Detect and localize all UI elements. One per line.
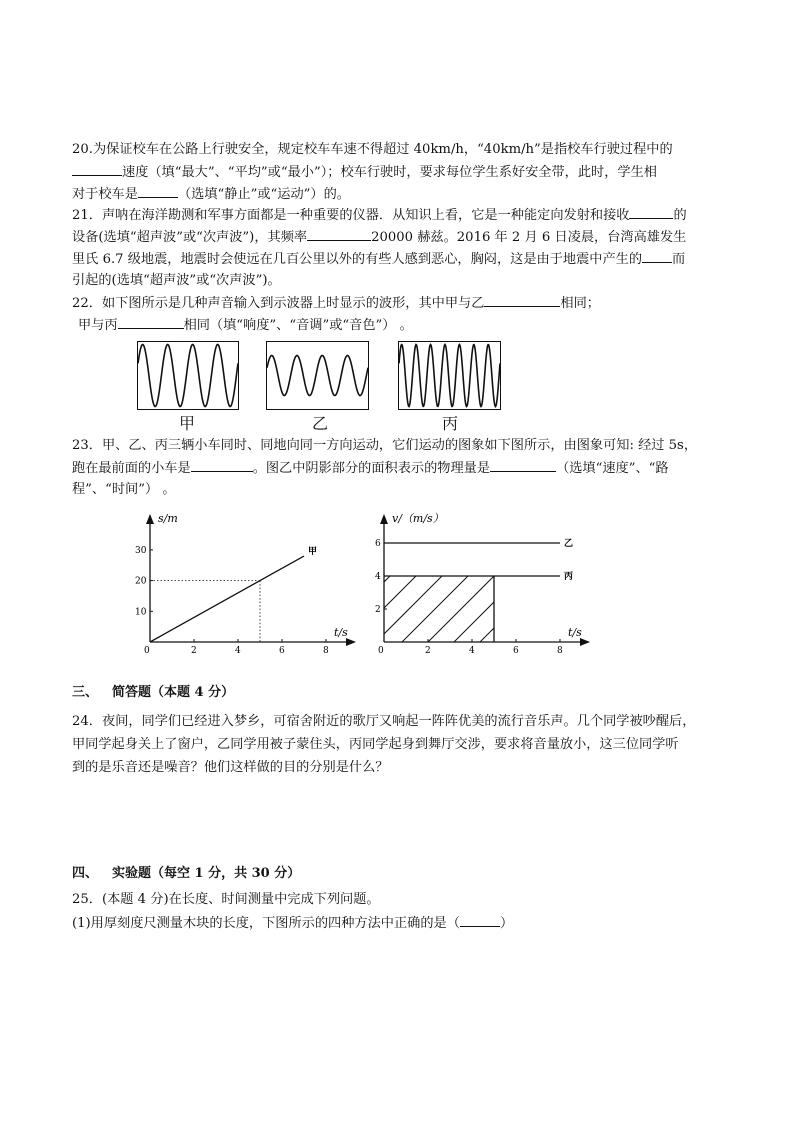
q24-line2: 甲同学起身关上了窗户，乙同学用被子蒙住头，丙同学起身到舞厅交涉，要求将音量放小，这三位同学听 — [72, 737, 679, 752]
x-axis-arrow — [346, 638, 356, 646]
x-tick-label: 4 — [469, 646, 475, 656]
q22-line2: 甲与丙 相同（填“响度”、“音调”或“音色”） 。 — [78, 314, 413, 337]
answer-blank[interactable] — [460, 912, 500, 927]
x-tick-label: 2 — [425, 646, 431, 656]
x-tick-label: 0 — [144, 646, 150, 656]
q22-line1: 22．如下图所示是几种声音输入到示波器上时显示的波形，其中甲与乙 相同； — [72, 292, 600, 315]
waveform-curve — [399, 345, 500, 407]
y-tick-label: 4 — [375, 572, 381, 582]
y-tick-label: 2 — [375, 605, 381, 615]
x-axis-label: t/s — [568, 626, 582, 639]
hatch-line — [480, 576, 546, 642]
chart-s-t — [128, 508, 360, 658]
y-axis-label: v/（m/s） — [392, 512, 444, 525]
wave-jia-svg — [138, 342, 238, 409]
q20-line3: 对于校车是 （选填“静止”或“运动”）的。 — [72, 183, 350, 206]
series-label-bing: 丙 — [564, 572, 574, 582]
y-axis-arrow — [146, 514, 154, 524]
q20-line2: 速度（填“最大”、“平均”或“最小”）；校车行驶时，要求每位学生系好安全带，此时，学生相 — [72, 161, 657, 184]
waveform-jia — [137, 341, 239, 410]
q25-line2: (1)用厚刻度尺测量木块的长度，下图所示的四种方法中正确的是（ ） — [72, 912, 513, 935]
section-3-heading: 三、 简答题（本题 4 分） — [72, 685, 235, 700]
q23-line2: 跑在最前面的小车是 。图乙中阴影部分的面积表示的物理量是 （选填“速度”、“路 — [72, 457, 669, 480]
x-axis-arrow — [580, 638, 590, 646]
x-tick-label: 6 — [513, 646, 519, 656]
y-axis-arrow — [380, 514, 388, 524]
wave-label-yi: 乙 — [312, 414, 329, 433]
q20-line1: 20.为保证校车在公路上行驶安全，规定校车车速不得超过 40km/h，“40km/h”是指校车行驶过程中的 — [72, 142, 673, 157]
hatch-line — [454, 576, 520, 642]
q21-line4: 引起的(选填“超声波”或“次声波”)。 — [72, 273, 281, 288]
y-tick-label: 10 — [135, 607, 147, 618]
x-tick-label: 8 — [323, 646, 329, 656]
x-tick-label: 4 — [235, 646, 241, 656]
x-tick-label: 8 — [557, 646, 563, 656]
waveform-bing — [398, 341, 501, 410]
q23-line3: 程”、“时间”） 。 — [72, 482, 176, 497]
answer-blank[interactable] — [72, 161, 122, 176]
wave-label-bing: 丙 — [442, 414, 459, 433]
series-label-yi: 乙 — [564, 539, 574, 549]
y-tick-label: 20 — [135, 576, 147, 587]
y-tick-label: 6 — [375, 539, 381, 549]
waveform-yi — [266, 341, 369, 410]
x-tick-label: 6 — [279, 646, 285, 656]
x-tick-label: 0 — [378, 646, 384, 656]
answer-blank[interactable] — [490, 457, 556, 472]
answer-blank[interactable] — [191, 457, 253, 472]
y-tick-label: 30 — [135, 545, 147, 556]
answer-blank[interactable] — [629, 204, 673, 219]
hatch-line — [428, 576, 494, 642]
answer-blank[interactable] — [138, 183, 178, 198]
answer-blank[interactable] — [642, 248, 672, 263]
y-axis-label: s/m — [158, 512, 178, 525]
q24-line1: 24．夜间，同学们已经进入梦乡，可宿舍附近的歌厅又响起一阵阵优美的流行音乐声。几个同学被吵醒后， — [72, 714, 696, 729]
q25-line1: 25．(本题 4 分)在长度、时间测量中完成下列问题。 — [72, 892, 380, 907]
wave-bing-svg — [399, 342, 500, 409]
q24-line3: 到的是乐音还是噪音？他们这样做的目的分别是什么？ — [72, 760, 389, 775]
wave-label-jia: 甲 — [179, 414, 196, 433]
chart-v-t — [362, 508, 594, 658]
q21-line1: 21．声呐在海洋勘测和军事方面都是一种重要的仪器．从知识上看，它是一种能定向发射和接收 的 — [72, 204, 687, 227]
answer-blank[interactable] — [118, 314, 184, 329]
series-label-jia: 甲 — [308, 547, 318, 558]
hatch-line — [362, 576, 416, 642]
hatch-line — [402, 576, 468, 642]
answer-blank[interactable] — [484, 292, 560, 307]
wave-yi-svg — [267, 342, 368, 409]
waveform-curve — [267, 356, 368, 396]
answer-blank[interactable] — [307, 226, 371, 241]
section-4-heading: 四、 实验题（每空 1 分，共 30 分） — [72, 866, 301, 881]
x-tick-label: 2 — [191, 646, 197, 656]
q21-line3: 里氏 6.7 级地震，地震时会使远在几百公里以外的有些人感到恶心，胸闷，这是由于地震中产生的 而 — [72, 248, 685, 271]
q23-line1: 23．甲、乙、丙三辆小车同时、同地向同一方向运动，它们运动的图象如下图所示，由图象可知: 经过 5s， — [72, 438, 698, 453]
q21-line2: 设备(选填“超声波”或“次声波”)，其频率 20000 赫兹。2016 年 2 月 6 日凌晨，台湾高雄发生 — [72, 226, 686, 249]
shaded-area-hatching — [362, 576, 572, 642]
hatch-line — [506, 576, 572, 642]
waveform-curve — [138, 345, 238, 407]
series-line-jia — [150, 556, 304, 642]
x-axis-label: t/s — [334, 626, 348, 639]
